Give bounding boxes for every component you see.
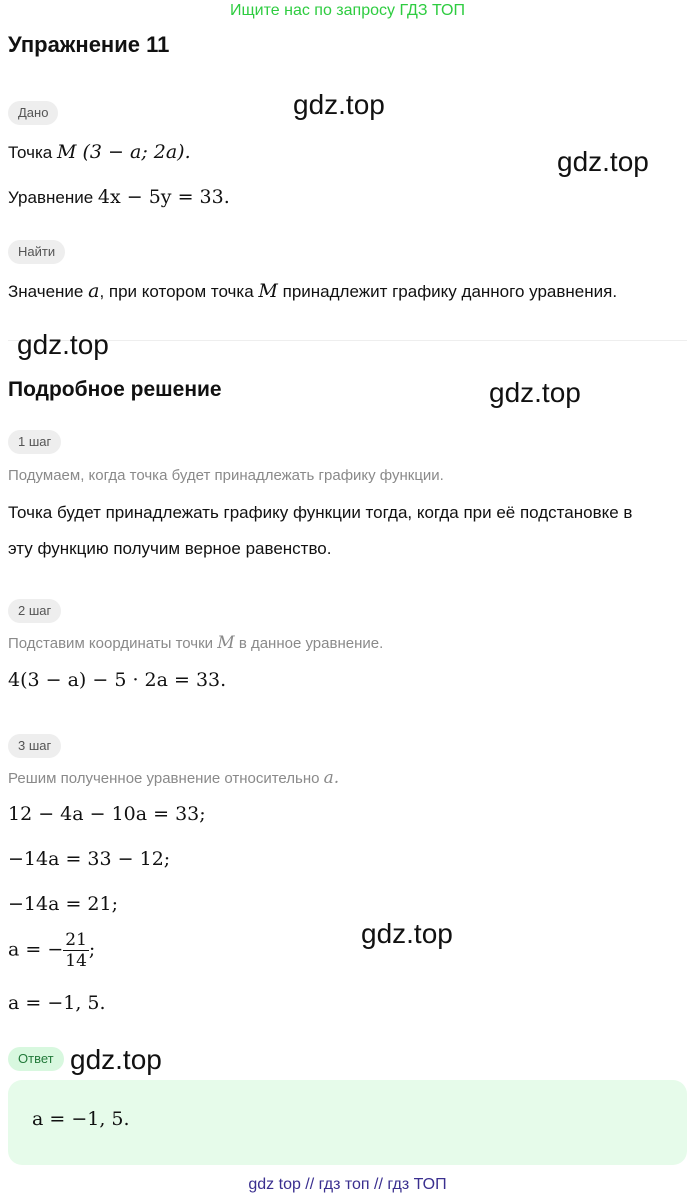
step3-eq4 [8,930,95,971]
step1-pill [8,430,61,454]
given-label: Дано [8,101,58,125]
given-equation-prefix: Уравнение [8,188,94,207]
step3-eq4-numerator: 21 [65,930,87,950]
find-var-a: a [88,280,100,302]
answer-pill [8,1047,64,1071]
answer-value: a = −1, 5. [32,1108,130,1130]
given-pill [8,101,58,125]
step3-eq1: 12 − 4a − 10a = 33; [8,803,206,825]
find-text [8,280,617,302]
step3-hint [8,768,339,788]
find-text-before: Значение [8,282,84,301]
find-var-m: M [258,280,278,302]
step2-hint-var: M [217,633,235,653]
step3-eq4-denominator: 14 [65,951,87,971]
step2-pill [8,599,61,623]
given-point-prefix: Точка [8,143,53,162]
watermark: gdz.top [17,329,109,360]
step2-formula: 4(3 − a) − 5 · 2a = 33. [8,669,227,691]
step1-text-line2: эту функцию получим верное равенство. [8,539,332,558]
watermark: gdz.top [361,918,453,949]
step3-eq3: −14a = 21; [8,893,119,915]
step1-hint: Подумаем, когда точка будет принадлежать графику функции. [8,467,444,484]
step2-hint-before: Подставим координаты точки [8,635,214,652]
step3-pill [8,734,61,758]
given-equation-line [8,186,230,208]
step3-hint-var: a. [323,768,340,788]
find-pill [8,240,65,264]
watermark: gdz.top [489,377,581,408]
step3-eq4-left: a = − [8,938,64,961]
find-label: Найти [8,240,65,264]
step3-eq4-fraction [63,930,89,971]
step3-label: 3 шаг [8,734,61,758]
given-point-math: M (3 − a; 2a). [57,141,191,163]
section-divider [8,340,687,341]
step3-eq5: a = −1, 5. [8,992,106,1014]
find-text-middle: , при котором точка [99,282,254,301]
given-point-line [8,141,191,163]
answer-label: Ответ [8,1047,64,1071]
step1-label: 1 шаг [8,430,61,454]
step3-hint-before: Решим полученное уравнение относительно [8,770,320,787]
solution-title: Подробное решение [8,378,222,401]
step3-eq4-end: ; [88,938,96,961]
step1-text-line1: Точка будет принадлежать графику функции тогда, когда при её подстановке в [8,503,633,522]
find-text-after: принадлежит графику данного уравнения. [282,282,618,301]
search-banner[interactable]: Ищите нас по запросу ГДЗ ТОП [230,2,465,19]
watermark: gdz.top [557,146,649,177]
watermark: gdz.top [293,89,385,120]
step3-eq2: −14a = 33 − 12; [8,848,171,870]
step2-label: 2 шаг [8,599,61,623]
given-equation-math: 4x − 5y = 33. [97,186,230,208]
footer-links[interactable]: gdz top // гдз топ // гдз ТОП [248,1176,447,1193]
page-title: Упражнение 11 [8,32,170,57]
watermark: gdz.top [70,1044,162,1075]
step2-hint-after: в данное уравнение. [238,635,384,652]
step2-hint [8,633,383,653]
